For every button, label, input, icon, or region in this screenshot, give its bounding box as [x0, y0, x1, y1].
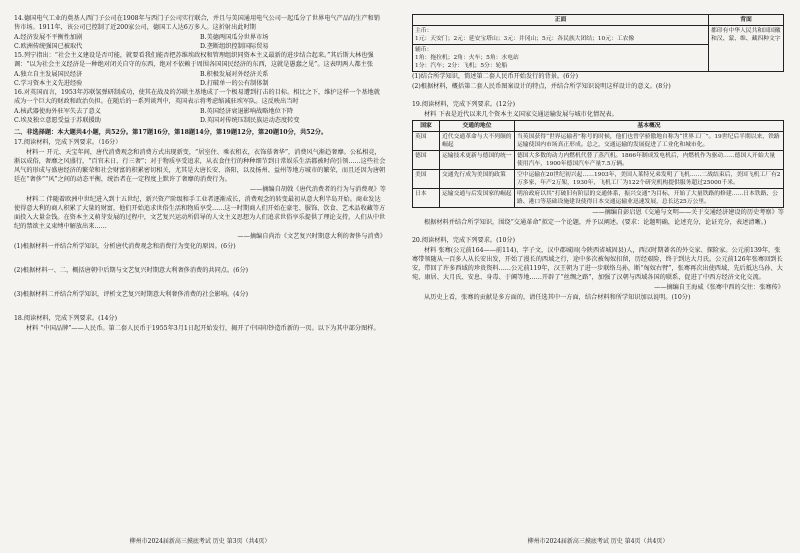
country-cell: 英国 — [413, 132, 440, 151]
question-18-heading: 18.阅读材料，完成下列要求。(14分) — [14, 315, 117, 322]
table-header-country: 国家 — [413, 121, 440, 132]
table-header-overview: 基本概况 — [515, 121, 784, 132]
overview-cell: 德国大多数的动力内燃机代替了蒸汽机。1866年制成发电机后，内燃机作为驱动……德国人开始大量使用汽车，1900年德国汽车产量7.5万辆。 — [515, 151, 784, 170]
question-19-material: 材料 下表是近代以来几个资本主义国家交通运输发展与城市化情况表。 — [424, 111, 618, 118]
answer-space — [14, 300, 386, 314]
option-d: D.垄断组织控制国际贸易 — [200, 43, 269, 50]
question-17-material-1-source: ——摘编自胡戟《唐代消费者的行为与消费观》等 — [249, 186, 386, 193]
country-cell: 美国 — [413, 170, 440, 189]
option-b: B.积极发展对外经济关系 — [200, 71, 269, 78]
option-d: D.英国对传统压制民族运动态度转变 — [200, 117, 300, 124]
option-d: D.打破单一的公有制体制 — [200, 80, 269, 87]
role-cell: 交通先行成为美国的政策 — [440, 170, 515, 189]
back-description-cell: 都印有中华人民共和国国徽和汉、蒙、维、藏四种文字 — [709, 26, 784, 72]
table-header-role: 交通的地位 — [440, 121, 515, 132]
question-14-options — [14, 33, 386, 51]
option-c: C.欧洲传统强国已被取代 — [14, 43, 83, 50]
page-3 — [14, 14, 386, 546]
question-17-requirement-3: (3)根据材料二并结合所学知识，评析文艺复兴时期意大利奢侈消费的社会影响。(4分) — [14, 291, 249, 298]
overview-cell: 当英国获得“世界运输者”称号的时候，他们也曾学骄傲地自称为“世界工厂”。19世纪后半期以来，铁路运输使国内市场真正形成。总之，交通运输的发展促进了工业化和城市化。 — [515, 132, 784, 151]
page-footer: 柳州市2024届新高三摸底考试 历史 第3页（共4页） — [129, 538, 271, 545]
question-20-material: 材料 张骞(公元前164——前114)，字子文，汉中郡城固(今陕西省城固县)人，西汉时期著名的外交家、探险家。公元前139年，张骞带领随从一百多人从长安出发，开始了漫长的西域之行，途中多次被匈奴扣留，历经艰险，终于到达大月氏。公元前126年张骞回到长安，带回了许多西域的珍贵资料……公元前119年，汉王朝为了进一步联络乌孙，断“匈奴右臂”，张骞再次出使西域，先后抵达乌孙、大宛、康居、大月氏、安息、身毒、于阗等地……开辟了“丝绸之路”，加强了汉朝与西域各国的联系，促进了中西方经济文化交流。 — [412, 247, 783, 281]
answer-space — [412, 228, 784, 236]
page-4 — [412, 14, 784, 546]
question-19-heading: 19.阅读材料，完成下列要求。(12分) — [412, 101, 515, 108]
question-17-material-2: 材料二 伴随着欧洲中世纪进入到十五世纪，新兴资产阶级和手工业者逐渐成长，消费观念的转变最初从意大利半岛开始。商业发达使得意大利的商人积累了大量的财富，他们开始追求世俗生活和物质享受……这一时期商人们开始在豪宅、服饰、饮食、艺术品收藏等方面投入大量金钱。在资本主义萌芽发展的过程中，文艺复兴运动所倡导的人文主义思想为人们追求世俗享乐提供了理论支持，人们从中世纪的禁欲主义束缚中解放出来…… — [14, 196, 386, 230]
question-20-heading: 20.阅读材料，完成下列要求。(10分) — [412, 237, 515, 244]
overview-cell: 空中运输在20世纪初兴起……1903年，美国人莱特兄弟发明了飞机……二战结束后，美国飞机工厂有2万多家，年产2万架，1930年，飞机工厂为122个研究机构提供服务超过25000千米。 — [515, 170, 784, 189]
question-17-requirement-2: (2)根据材料一、二，概括唐朝中后期与文艺复兴时期意大利奢侈消费的共同点。(6分) — [14, 267, 249, 274]
question-15-options — [14, 70, 386, 88]
question-17-heading: 17.阅读材料，完成下列要求。（16分） — [14, 139, 122, 146]
question-18-requirement-1: (1)结合所学知识，简述第二套人民币开始发行的背景。(6分) — [412, 73, 579, 80]
question-17-requirement-1: (1)根据材料一并结合所学知识，分析唐代消费观念和消费行为变化的原因。(6分) — [14, 243, 236, 250]
question-19-requirement: 根据材料并结合所学知识，围绕“交通革命”拟定一个论题，并予以阐述。(要求：论题明确，论述充分，论证充分，表述清晰。) — [424, 219, 767, 226]
table-row — [413, 132, 784, 151]
question-18-material: 材料 “中国品牌”——人民币。第二套人民币于1955年3月1日起开始发行，揭开了中国印钞造币新的一页。以下为其中部分图样。 — [26, 325, 380, 332]
question-19-source: ——摘编自彭启恩《交通与文明——关于交通经济建设的历史考察》等 — [592, 209, 784, 216]
question-16-options — [14, 107, 386, 125]
banknote-table — [412, 14, 784, 72]
option-c: C.学习资本主义先进经验 — [14, 80, 83, 87]
question-18-requirement-2: (2)根据材料，概括第二套人民币图案设计的特点，并结合所学知识说明这样设计的意义。(8分) — [412, 83, 671, 90]
answer-space — [14, 276, 386, 290]
table-row — [413, 151, 784, 170]
question-17-material-1: 材料一 开元、天宝年间，唐代消费观念和消费方式出现新变，“居室住、乘衣租衣，衣饰慕奢华”，消费风气渐趋奢靡。公私相竞，渐以成俗，奢靡之风盛行，“百官未日、行三奢”；对于物质享受追求，从衣食住行的种种细节到日常娱乐生活都被时尚引领……这些社会风气的形成与盛唐经济的繁荣和社会财富的积累密切相关，尤其是大唐长安、洛阳，以及扬州、益州等地方城市的繁荣，而且还因为唐朝廷在“奢侈”“风”之间的动态平衡，统治者在一定程度上默许了奢靡的消费行为。 — [14, 149, 386, 183]
page-footer: 柳州市2024届新高三摸底考试 历史 第4页（共4页） — [527, 538, 669, 545]
table-header-back: 背面 — [709, 15, 784, 26]
question-20-requirement: 从历史上看，张骞的贡献是多方面的，请任选其中一方面，结合材料和所学知识加以说明。(10分) — [424, 294, 691, 301]
option-a: A.独立自主发展国民经济 — [14, 71, 83, 78]
table-header-front: 正面 — [413, 15, 709, 26]
role-cell: 运输技术更新与德国的统一 — [440, 151, 515, 170]
option-a: A.经济发展不平衡性加剧 — [14, 34, 83, 41]
question-20-source: ——摘编自王海威《张骞中西的交往：张骞传》 — [654, 284, 784, 291]
country-cell: 德国 — [413, 151, 440, 170]
option-b: B.美德两国瓜分世界市场 — [200, 34, 269, 41]
question-17-material-2-source: ——摘编自尚治《文艺复兴时期意大利的奢侈与消费》 — [237, 233, 386, 240]
question-16-stem: 16.对英国而言，1953年苏联氢弹研制成功，使其在战及的苏联主基地成了一个极易遭到打击的目标。相比之下，维护这样一个基地就成为一个巨大的财政和政治负担。在随后的一系列谈判中，英国表示将考虑缩减驻埃军队。这反映出当时 — [14, 89, 380, 105]
sub-currency-text: 辅币： 1角：拖拉机；2角：火车；5角：水电站 1分：汽车；2分：飞机；5分：轮船 — [415, 47, 519, 69]
answer-space — [412, 92, 784, 100]
role-cell: 近代交通革命与大不列颠的崛起 — [440, 132, 515, 151]
country-cell: 日本 — [413, 189, 440, 208]
question-14-stem: 14.德国电气工业的奠基人西门子公司在1908年与西门子公司实行联合，并且与美国通用电气公司一起瓜分了世界电气产品的生产和销售市场。1911年，该公司已控制了近200家公司，德国工人达6万多人。这折射出此时期 — [14, 15, 380, 31]
main-currency-text: 主币： 1元：天安门；2元：延安宝塔山；3元：井冈山；5元：各民族大团结；10元：工农像 — [415, 28, 635, 42]
option-a: A.核武器使海外驻军失去了意义 — [14, 108, 101, 115]
main-currency-cell — [413, 26, 709, 45]
answer-space — [14, 252, 386, 266]
question-15-stem: 15.列宁指出：“社会主义建设是否可能，就要看我们能否把苏维埃政权和管理组织同资本主义最新的进步结合起来。”其后斯大林也强调：“以为社会主义经济是一种绝对闭关自守的东西，绝对不依赖于周围各国国民经济的东西，这就是愚蠢之见”。这表明两人都主张 — [14, 52, 374, 68]
option-b: B.英国经济衰退影响战略地位下降 — [200, 108, 294, 115]
sub-currency-cell — [413, 45, 709, 72]
table-row — [413, 189, 784, 208]
option-c: C.埃及独立意愿受益于苏联援助 — [14, 117, 101, 124]
section-2-heading: 二、非选择题：本大题共4小题，共52分。第17题16分，第18题14分，第19题12分，第20题10分，共52分。 — [14, 129, 328, 136]
role-cell: 运输交通与后发国家的崛起 — [440, 189, 515, 208]
table-row — [413, 170, 784, 189]
transport-table — [412, 120, 784, 208]
overview-cell: 明治政府以其“打破旧有阶层的交通体系，振兴交通”为目标，开始了大量铁路的修建……日本铁路、公路、港口等基础设施建设使得日本交通运输业迅速发展，总长达25万公里。 — [515, 189, 784, 208]
